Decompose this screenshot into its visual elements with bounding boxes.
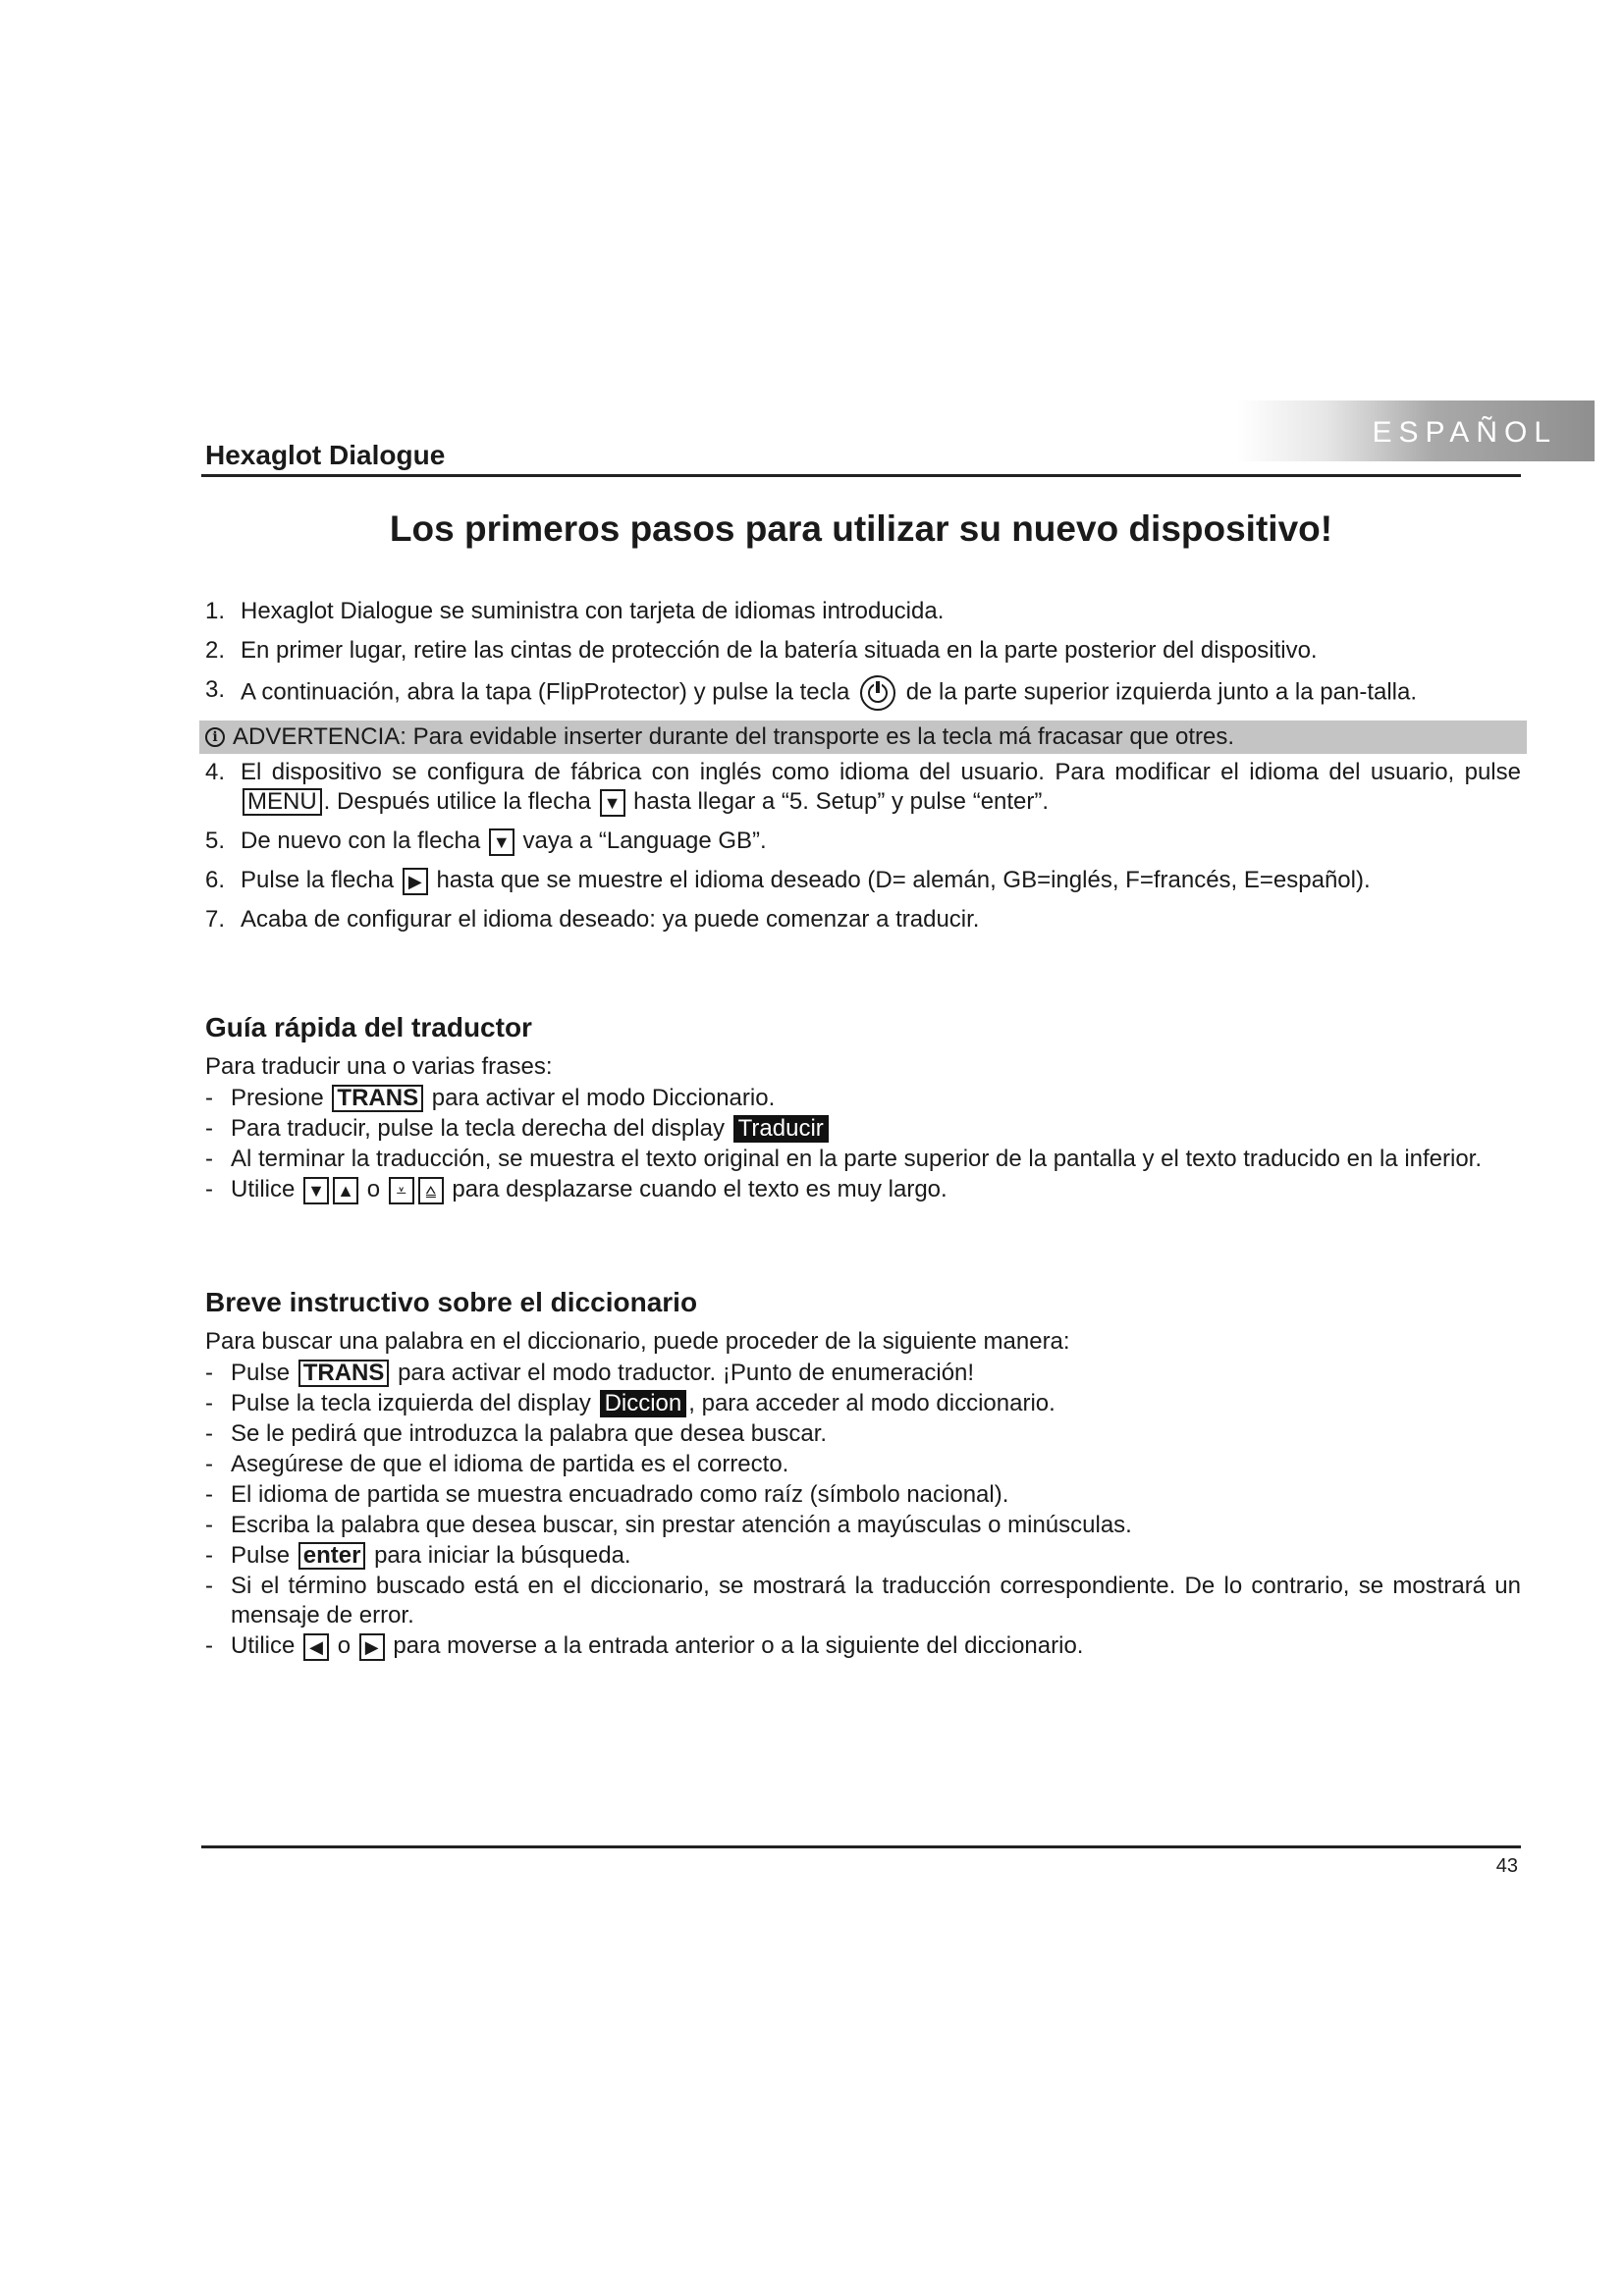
item-text: para moverse a la entrada anterior o a la siguiente del diccionario. bbox=[393, 1632, 1084, 1659]
section-intro: Para buscar una palabra en el diccionario, puede proceder de la siguiente manera: bbox=[205, 1328, 1070, 1355]
item-text: para desplazarse cuando el texto es muy largo. bbox=[452, 1176, 947, 1202]
step-text-part: De nuevo con la flecha bbox=[241, 828, 481, 854]
item-text: Pulse bbox=[231, 1542, 291, 1569]
list-item: - Pulse enter para iniciar la búsqueda. bbox=[205, 1542, 631, 1569]
list-item: - Escriba la palabra que desea buscar, sin prestar atención a mayúsculas o minúsculas. bbox=[205, 1511, 1521, 1540]
step-text-part: A continuación, abra la tapa (FlipProtector) y pulse la tecla bbox=[241, 678, 850, 706]
item-text: para activar el modo Diccionario. bbox=[431, 1085, 776, 1111]
arrow-right-icon: ▶ bbox=[403, 868, 428, 895]
step-text bbox=[241, 866, 1521, 895]
step-number: 6. bbox=[205, 867, 226, 893]
list-item: - Pulse TRANS para activar el modo traductor. ¡Punto de enumeración! bbox=[205, 1360, 975, 1386]
info-icon: i bbox=[205, 727, 225, 747]
list-item: - Presione TRANS para activar el modo Diccionario. bbox=[205, 1085, 776, 1111]
arrow-down-icon: ▼ bbox=[489, 828, 514, 856]
step-text-part: vaya a “Language GB”. bbox=[522, 828, 767, 854]
step-6 bbox=[205, 866, 1521, 895]
step-text: Acaba de configurar el idioma deseado: ya puede comenzar a traducir. bbox=[241, 906, 980, 933]
step-number: 4. bbox=[205, 759, 226, 785]
arrow-left-icon: ◀ bbox=[303, 1633, 329, 1661]
step-text bbox=[241, 758, 1521, 817]
step-text-part: hasta que se muestre el idioma deseado (D= alemán, GB=inglés, F=francés, E=español). bbox=[436, 867, 1371, 893]
step-text: En primer lugar, retire las cintas de protección de la batería situada en la parte posterior del dispositivo. bbox=[241, 637, 1318, 664]
diccion-display-key: Diccion bbox=[600, 1390, 687, 1417]
item-text: Al terminar la traducción, se muestra el texto original en la parte superior de la pantalla y el texto traducido en la inferior. bbox=[231, 1146, 1483, 1172]
setup-steps bbox=[205, 597, 1521, 944]
enter-key: enter bbox=[298, 1542, 366, 1570]
list-item: - Utilice ◀ o ▶ para moverse a la entrada anterior o a la siguiente del diccionario. bbox=[205, 1632, 1084, 1659]
page-down-icon: ⩡ bbox=[389, 1177, 414, 1204]
step-text-part: de la parte superior izquierda junto a la pan-talla. bbox=[905, 678, 1418, 706]
item-text: Escriba la palabra que desea buscar, sin prestar atención a mayúsculas o minúsculas. bbox=[231, 1512, 1132, 1538]
step-text bbox=[241, 827, 1521, 856]
step-text: Hexaglot Dialogue se suministra con tarjeta de idiomas introducida. bbox=[241, 598, 945, 624]
item-text: Pulse la tecla izquierda del display bbox=[231, 1390, 591, 1416]
list-item: - Para traducir, pulse la tecla derecha del display Traducir bbox=[205, 1114, 1521, 1144]
item-text: para iniciar la búsqueda. bbox=[374, 1542, 631, 1569]
section-intro: Para traducir una o varias frases: bbox=[205, 1053, 553, 1080]
item-text: Si el término buscado está en el diccionario, se mostrará la traducción correspondiente. De lo contrario, se mostrará un mensaje de error. bbox=[231, 1573, 1521, 1629]
list-item: - Al terminar la traducción, se muestra el texto original en la parte superior de la pantalla y el texto traducido en la inferior. bbox=[205, 1145, 1521, 1174]
section-title: Guía rápida del traductor bbox=[205, 1012, 532, 1042]
menu-key: MENU bbox=[243, 788, 322, 816]
item-text: , para acceder al modo diccionario. bbox=[688, 1390, 1056, 1416]
warning-text: ADVERTENCIA: Para evidable inserter durante del transporte es la tecla má fracasar que otres. bbox=[233, 723, 1235, 750]
step-text bbox=[241, 675, 1521, 711]
step-2 bbox=[205, 636, 1521, 666]
power-icon bbox=[860, 675, 895, 711]
item-text: Utilice bbox=[231, 1632, 296, 1659]
step-text-part: El dispositivo se configura de fábrica con inglés como idioma del usuario. Para modificar el idioma del usuario, pulse bbox=[241, 759, 1521, 785]
item-text: Para traducir, pulse la tecla derecha del display bbox=[231, 1115, 725, 1142]
item-text: Asegúrese de que el idioma de partida es el correcto. bbox=[231, 1451, 789, 1477]
page-number: 43 bbox=[1495, 1855, 1518, 1877]
step-text-part: Pulse la flecha bbox=[241, 867, 395, 893]
product-name: Hexaglot Dialogue bbox=[205, 440, 446, 470]
item-text: o bbox=[366, 1176, 381, 1202]
step-number: 1. bbox=[205, 598, 226, 624]
step-number: 5. bbox=[205, 828, 226, 854]
list-item: - Utilice ▼ ▲ o ⩡ ⩠ para desplazarse cuando el texto es muy largo. bbox=[205, 1176, 947, 1202]
item-text: Pulse bbox=[231, 1360, 291, 1386]
section-title: Breve instructivo sobre el diccionario bbox=[205, 1287, 698, 1317]
item-text: Utilice bbox=[231, 1176, 296, 1202]
item-text: El idioma de partida se muestra encuadrado como raíz (símbolo nacional). bbox=[231, 1481, 1009, 1508]
step-text-part: . Después utilice la flecha bbox=[323, 788, 591, 815]
step-number: 7. bbox=[205, 906, 226, 933]
step-text-part: hasta llegar a “5. Setup” y pulse “enter”. bbox=[633, 788, 1050, 815]
page-up-icon: ⩠ bbox=[418, 1177, 444, 1204]
trans-key: TRANS bbox=[298, 1360, 390, 1387]
list-item: - Asegúrese de que el idioma de partida es el correcto. bbox=[205, 1450, 1521, 1479]
step-4 bbox=[205, 758, 1521, 817]
item-text: para activar el modo traductor. ¡Punto de enumeración! bbox=[398, 1360, 975, 1386]
dictionary-section bbox=[205, 1286, 1521, 1662]
step-3 bbox=[205, 675, 1521, 711]
language-tab: ESPAÑOL bbox=[1237, 400, 1595, 461]
step-5 bbox=[205, 827, 1521, 856]
footer-divider bbox=[201, 1845, 1521, 1848]
trans-key: TRANS bbox=[332, 1085, 423, 1112]
arrow-right-icon: ▶ bbox=[359, 1633, 385, 1661]
list-item: - Si el término buscado está en el diccionario, se mostrará la traducción correspondiente. De lo contrario, se mostrará un mensaje de error. bbox=[205, 1573, 1521, 1629]
step-1 bbox=[205, 597, 1521, 626]
quick-guide-section bbox=[205, 1011, 1521, 1205]
list-item: - Se le pedirá que introduzca la palabra que desea buscar. bbox=[205, 1419, 1521, 1449]
list-item: - Pulse la tecla izquierda del display Diccion , para acceder al modo diccionario. bbox=[205, 1390, 1056, 1416]
step-7 bbox=[205, 905, 1521, 934]
arrow-down-icon: ▼ bbox=[303, 1177, 329, 1204]
step-number: 2. bbox=[205, 637, 226, 664]
step-number: 3. bbox=[205, 676, 226, 703]
item-text: o bbox=[337, 1632, 352, 1659]
page-title: Los primeros pasos para utilizar su nuevo dispositivo! bbox=[389, 508, 1333, 549]
warning-box bbox=[199, 721, 1527, 754]
item-text: Presione bbox=[231, 1085, 324, 1111]
traducir-display-key: Traducir bbox=[733, 1115, 829, 1143]
arrow-down-icon: ▼ bbox=[600, 789, 625, 817]
list-item: - El idioma de partida se muestra encuadrado como raíz (símbolo nacional). bbox=[205, 1480, 1521, 1510]
item-text: Se le pedirá que introduzca la palabra que desea buscar. bbox=[231, 1420, 828, 1447]
header-divider bbox=[201, 474, 1521, 477]
arrow-up-icon: ▲ bbox=[333, 1177, 358, 1204]
